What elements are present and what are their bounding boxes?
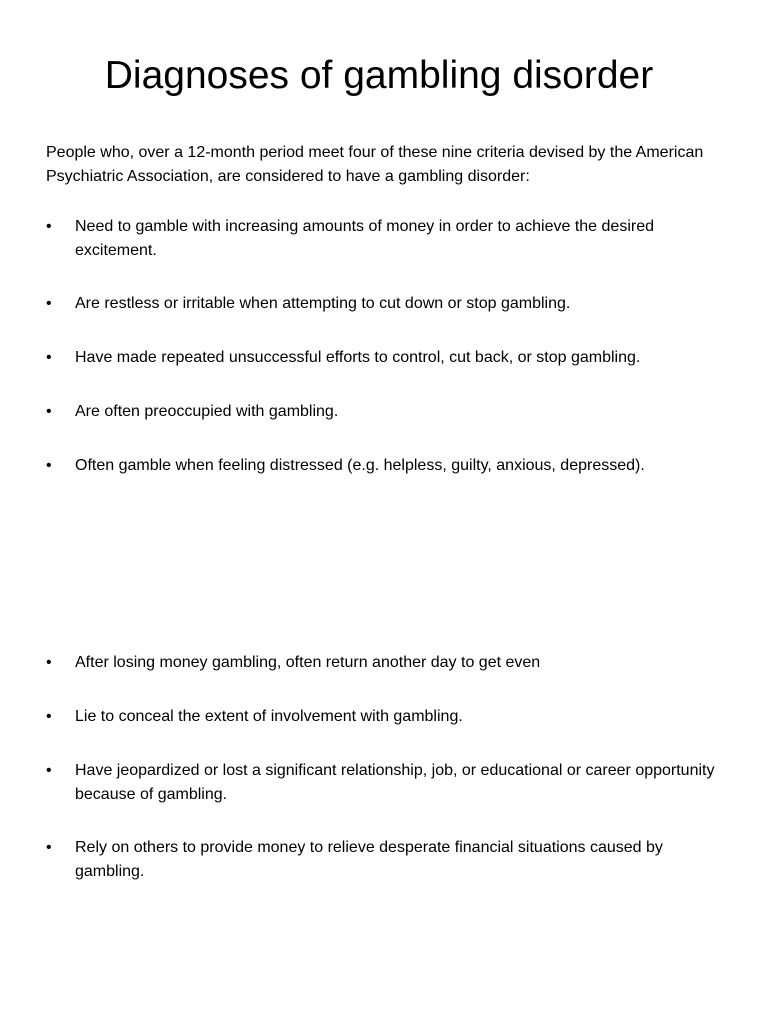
criteria-text: After losing money gambling, often return another day to get even xyxy=(75,654,541,671)
bullet-icon: • xyxy=(46,762,52,779)
criteria-item xyxy=(46,292,736,316)
criteria-text: Lie to conceal the extent of involvement with gambling. xyxy=(75,708,463,725)
criteria-item xyxy=(46,651,736,675)
criteria-text: Are restless or irritable when attempting to cut down or stop gambling. xyxy=(75,295,571,312)
page-title: Diagnoses of gambling disorder xyxy=(104,54,654,97)
criteria-item xyxy=(46,759,736,807)
bullet-icon: • xyxy=(46,295,52,312)
criteria-item xyxy=(46,705,736,729)
bullet-icon: • xyxy=(46,457,52,474)
criteria-text: Have jeopardized or lost a significant relationship, job, or educational or career opportunity because of gambling. xyxy=(75,762,715,803)
criteria-text: Rely on others to provide money to relieve desperate financial situations caused by gambling. xyxy=(75,839,663,880)
criteria-item xyxy=(46,454,736,478)
criteria-item xyxy=(46,215,736,263)
criteria-item xyxy=(46,836,736,884)
bullet-icon: • xyxy=(46,839,52,856)
criteria-text: Need to gamble with increasing amounts of money in order to achieve the desired excitement. xyxy=(75,218,654,259)
criteria-list-2 xyxy=(46,651,736,913)
criteria-item xyxy=(46,346,736,370)
intro-paragraph: People who, over a 12-month period meet four of these nine criteria devised by the American Psychiatric Association, are considered to have a gambling disorder: xyxy=(46,144,704,185)
criteria-text: Have made repeated unsuccessful efforts to control, cut back, or stop gambling. xyxy=(75,349,641,366)
bullet-icon: • xyxy=(46,218,52,235)
bullet-icon: • xyxy=(46,708,52,725)
criteria-list-1 xyxy=(46,215,736,508)
bullet-icon: • xyxy=(46,654,52,671)
criteria-text: Often gamble when feeling distressed (e.g. helpless, guilty, anxious, depressed). xyxy=(75,457,645,474)
bullet-icon: • xyxy=(46,349,52,366)
bullet-icon: • xyxy=(46,403,52,420)
criteria-item xyxy=(46,400,736,424)
criteria-text: Are often preoccupied with gambling. xyxy=(75,403,339,420)
